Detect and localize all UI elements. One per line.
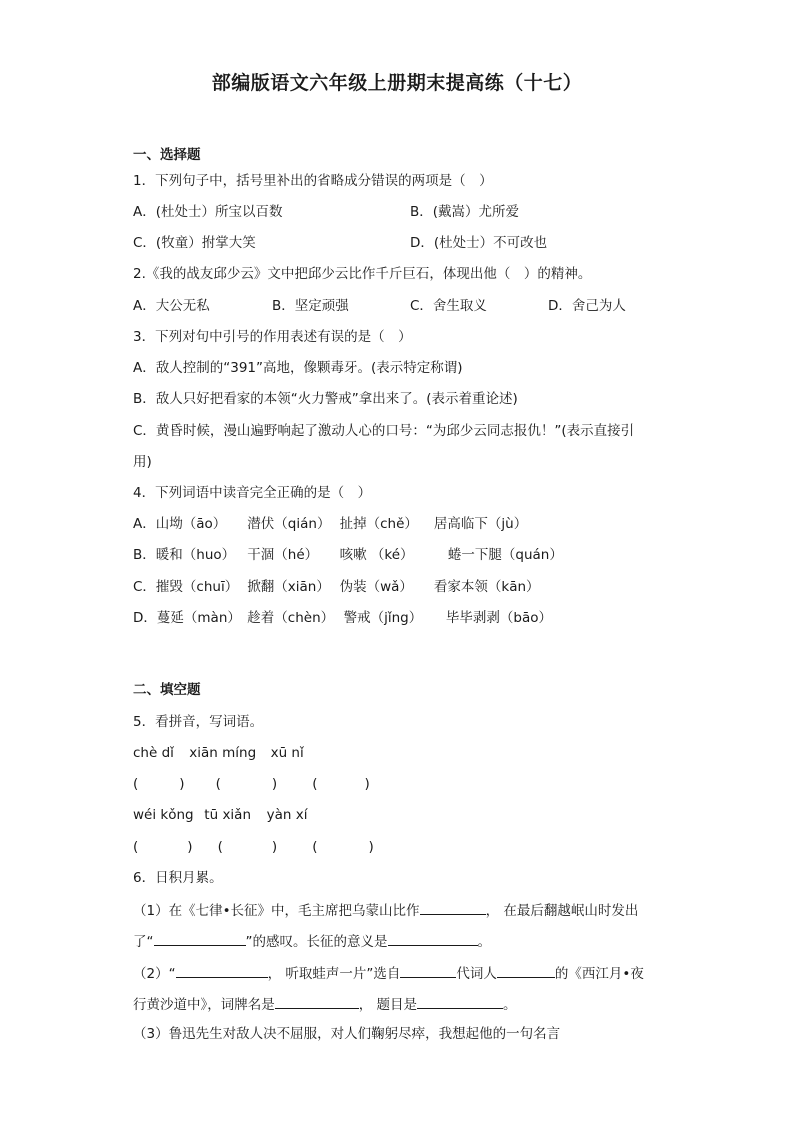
question-6-part-1-line-1 — [133, 900, 638, 920]
paren-close-2: ) — [271, 776, 278, 792]
question-4-option-b — [133, 546, 563, 564]
q6-p2-text-b: ， 听取蛙声一片”选自 — [267, 966, 401, 982]
question-6-part-2-line-2 — [133, 994, 517, 1014]
q6-p1-text-a: （1）在《七律•长征》中，毛主席把乌蒙山比作 — [133, 903, 420, 919]
answer-blank[interactable] — [275, 994, 359, 1009]
pinyin-4: wéi kǒng — [133, 807, 194, 823]
paren-open-4: ( — [133, 839, 139, 855]
question-3-option-c: C．黄昏时候，漫山遍野响起了激动人心的口号：“为邱少云同志报仇！”(表示直接引 — [133, 423, 635, 439]
q4-c-word-3: 伪装（wǎ） — [339, 579, 413, 595]
paren-close-5: ) — [271, 839, 278, 855]
q4-d-word-3: 警戒（jǐng） — [343, 610, 423, 626]
q6-p2-text-f: ， 题目是 — [358, 997, 418, 1013]
question-1-option-c: C．(牧童）拊掌大笑 — [133, 235, 256, 251]
paren-open-1: ( — [133, 776, 139, 792]
q4-a-word-4: 居高临下（jù） — [433, 516, 528, 532]
question-4-stem: 4．下列词语中读音完全正确的是（ ） — [133, 485, 372, 501]
q6-p2-text-a: （2）“ — [133, 966, 176, 982]
paren-open-2: ( — [215, 776, 221, 792]
question-6-part-2-line-1 — [133, 963, 644, 983]
q4-a-word-1: A．山坳（āo） — [133, 516, 227, 532]
question-1-option-d: D．(杜处士）不可改也 — [410, 235, 548, 251]
answer-blank[interactable] — [420, 900, 486, 915]
answer-blank[interactable] — [497, 963, 555, 978]
question-6-part-3: （3）鲁迅先生对敌人决不屈服，对人们鞠躬尽瘁，我想起他的一句名言 — [133, 1026, 561, 1042]
question-4-option-a — [133, 515, 527, 533]
paren-close-4: ) — [187, 839, 193, 855]
paren-close-3: ) — [364, 776, 370, 792]
pinyin-2: xiān míng — [189, 745, 257, 761]
pinyin-3: xū nǐ — [270, 745, 304, 761]
question-1-option-a: A．(杜处士）所宝以百数 — [133, 204, 283, 220]
pinyin-1: chè dǐ — [133, 745, 174, 761]
question-2-option-b: B．坚定顽强 — [272, 298, 349, 314]
question-6-stem: 6．日积月累。 — [133, 870, 223, 886]
q4-b-word-4: 蜷一下腿（quán） — [447, 547, 563, 563]
question-3-option-b: B．敌人只好把看家的本领“火力警戒”拿出来了。(表示着重论述) — [133, 391, 518, 407]
question-3-option-c-cont: 用) — [133, 454, 152, 470]
q4-c-word-4: 看家本领（kān） — [433, 579, 540, 595]
pinyin-5: tū xiǎn — [204, 807, 252, 823]
question-3-option-a: A．敌人控制的“391”高地，像颗毒牙。(表示特定称谓) — [133, 360, 463, 376]
q4-d-word-2: 趁着（chèn） — [247, 610, 335, 626]
answer-row-1 — [133, 775, 370, 793]
answer-blank[interactable] — [417, 994, 503, 1009]
pinyin-6: yàn xí — [266, 807, 308, 823]
answer-blank[interactable] — [154, 931, 246, 946]
q6-p1-text-e: 。 — [477, 934, 491, 950]
question-1-stem: 1．下列句子中，括号里补出的省略成分错误的两项是（ ） — [133, 173, 493, 189]
question-1-option-b: B．(戴嵩）尤所爱 — [410, 204, 520, 220]
question-6-part-1-line-2 — [133, 931, 491, 951]
question-4-option-c — [133, 578, 540, 596]
question-2-stem: 2.《我的战友邱少云》文中把邱少云比作千斤巨石，体现出他（ ）的精神。 — [133, 266, 592, 282]
q6-p1-text-c: 了“ — [133, 934, 154, 950]
pinyin-row-2 — [133, 806, 307, 824]
question-2-option-c: C．舍生取义 — [410, 298, 487, 314]
q6-p2-text-c: 代词人 — [456, 966, 497, 982]
page-title: 部编版语文六年级上册期末提高练（十七） — [211, 72, 583, 94]
q4-b-word-2: 干涸（hé） — [247, 547, 319, 563]
paren-close-1: ) — [179, 776, 185, 792]
paren-open-5: ( — [217, 839, 223, 855]
q4-c-word-1: C．摧毁（chuī） — [133, 579, 239, 595]
q6-p2-text-g: 。 — [503, 997, 517, 1013]
section-heading-fill: 二、填空题 — [133, 682, 201, 698]
question-2-option-a: A．大公无私 — [133, 298, 210, 314]
q6-p2-text-e: 行黄沙道中》，词牌名是 — [133, 997, 275, 1013]
paren-close-6: ) — [368, 839, 374, 855]
paren-open-3: ( — [312, 776, 318, 792]
question-5-stem: 5．看拼音，写词语。 — [133, 714, 264, 730]
q4-a-word-2: 潜伏（qián） — [247, 516, 331, 532]
q6-p1-text-d: ”的感叹。长征的意义是 — [245, 934, 388, 950]
answer-blank[interactable] — [176, 963, 268, 978]
question-4-option-d — [133, 609, 552, 627]
q6-p1-text-b: ， 在最后翻越岷山时发出 — [485, 903, 639, 919]
q4-a-word-3: 扯掉（chě） — [339, 516, 418, 532]
q4-b-word-1: B．暖和（huo） — [133, 547, 236, 563]
section-heading-choice: 一、选择题 — [133, 147, 201, 163]
answer-blank[interactable] — [400, 963, 456, 978]
answer-blank[interactable] — [388, 931, 478, 946]
q4-b-word-3: 咳嗽 （ké） — [339, 547, 414, 563]
paren-open-6: ( — [312, 839, 318, 855]
question-2-option-d: D．舍己为人 — [548, 298, 626, 314]
q6-p2-text-d: 的《西江月•夜 — [554, 966, 644, 982]
answer-row-2 — [133, 838, 374, 856]
q4-d-word-1: D．蔓延（màn） — [133, 610, 241, 626]
q4-d-word-4: 毕毕剥剥（bāo） — [445, 610, 552, 626]
question-3-stem: 3．下列对句中引号的作用表述有误的是（ ） — [133, 329, 412, 345]
pinyin-row-1 — [133, 744, 304, 762]
q4-c-word-2: 掀翻（xiān） — [247, 579, 330, 595]
